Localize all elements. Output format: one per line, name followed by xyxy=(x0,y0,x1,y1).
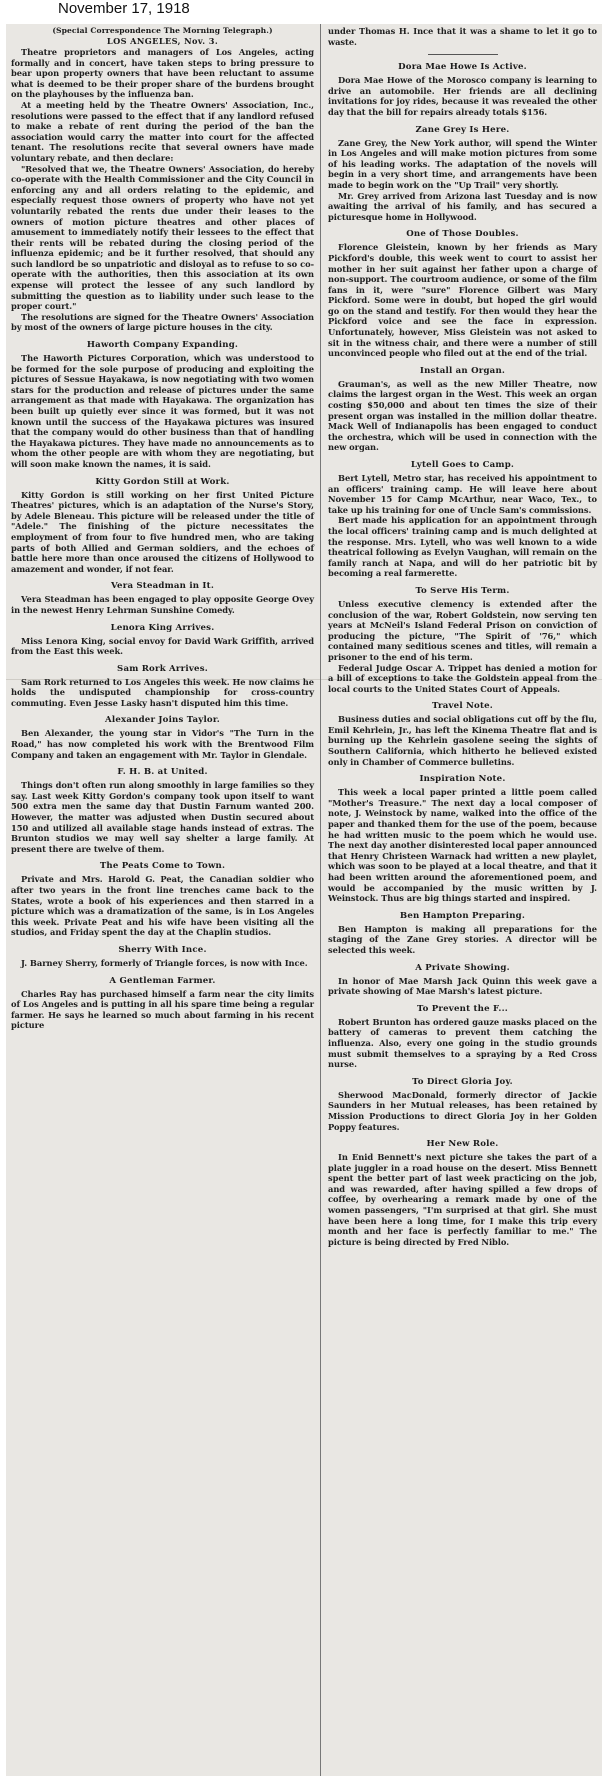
story-headline: F. H. B. at United. xyxy=(117,767,208,778)
story-paragraph: Federal Judge Oscar A. Trippet has denied a motion for a bill of exceptions to take the Goldstein appeal from the local courts to the United States Court of Appeals. xyxy=(328,662,597,694)
story-paragraph: Grauman's, as well as the new Miller Theatre, now claims the largest organ in the West. This week an organ costing $50,000 and about ten times the size of their present organ was installed in the million dollar theatre. Mack Well of Indianapolis has been engaged to conduct the orchestra, which will be used in connection with the new organ. xyxy=(328,378,597,453)
story-headline: Travel Note. xyxy=(432,701,493,712)
right-column xyxy=(323,24,602,1776)
correspondence-credit: (Special Correspondence The Morning Telegraph.) xyxy=(52,26,273,35)
resolution-quote: "Resolved that we, the Theatre Owners' Association, do hereby co-operate with the Health Commissioner and the City Council in enforcing any and all orders relating to the epidemic, and especially request those owners of property who have not yet voluntarily rebated the rents due under their leases to the owners of motion picture theatres and other places of amusement to immediately notify their lessees to the effect that their rents will be rebated during the closing period of the influenza epidemic; and be it further resolved, that should any such landlord be so unpatriotic and disloyal as to refuse to so co-operate with the authorities, then this association at its own expense will protect the lessee of any such landlord by submitting the question as to liability under such lease to the proper court." xyxy=(11,163,314,312)
newspaper-clipping xyxy=(6,24,602,1776)
story-paragraph: Ben Hampton is making all preparations for the staging of the Zane Grey stories. A director will be selected this week. xyxy=(328,923,597,955)
page-date-label: November 17, 1918 xyxy=(58,0,190,17)
story-paragraph: Sam Rork returned to Los Angeles this week. He now claims he holds the undisputed championship for cross-country commuting. Even Jesse Lasky hasn't disputed him this time. xyxy=(11,676,314,708)
story-paragraph: Unless executive clemency is extended after the conclusion of the war, Robert Goldstein, now serving ten years at McNeil's Island Federal Prison on conviction of producing the picture, "The Spirit of '76," which contained many seditious scenes and titles, will remain a prisoner to the end of his term. xyxy=(328,598,597,662)
story-headline: A Gentleman Farmer. xyxy=(109,975,216,986)
story-paragraph: Florence Gleistein, known by her friends as Mary Pickford's double, this week went to court to assist her mother in her suit against her father upon a charge of non-support. The courtroom audience, or some of the film fans in it, were "sure" Florence Gilbert was Mary Pickford. Some were in doubt, but hoped the girl would go on the stand and testify. For then would they hear the Pickford voice and see the face in expression. Unfortunately, however, Miss Gleistein was not asked to sit in the witness chair, and there were a number of still unconvinced people who filed out at the end of the trial. xyxy=(328,242,597,359)
story-paragraph: Ben Alexander, the young star in Vidor's "The Turn in the Road," has now completed his work with the Brentwood Film Company and taken an engagement with Mr. Taylor in Glendale. xyxy=(11,728,314,760)
story-paragraph: Sherwood MacDonald, formerly director of Jackie Saunders in her Mutual releases, has been retained by Mission Productions to direct Gloria Joy in her Golden Poppy features. xyxy=(328,1089,597,1132)
story-headline: A Private Showing. xyxy=(415,962,510,973)
story-paragraph: Miss Lenora King, social envoy for David Wark Griffith, arrived from the East this week. xyxy=(11,635,314,657)
story-paragraph: Vera Steadman has been engaged to play opposite George Ovey in the newest Henry Lehrman Sunshine Comedy. xyxy=(11,594,314,615)
story-headline: Kitty Gordon Still at Work. xyxy=(95,476,230,487)
story-headline: Haworth Company Expanding. xyxy=(86,340,239,351)
story-paragraph: Private and Mrs. Harold G. Peat, the Canadian soldier who after two years in the front line trenches came back to the States, wrote a book of his experiences and then starred in a picture which was a dramatization of the same, is in Los Angeles this week. Private Peat and his wife have been visiting all the studios, and Friday spent the day at the Chaplin studios. xyxy=(11,874,314,938)
story-paragraph: In honor of Mae Marsh Jack Quinn this week gave a private showing of Mae Marsh's latest picture. xyxy=(328,975,597,997)
story-headline: To Serve His Term. xyxy=(415,585,510,596)
story-headline: Lytell Goes to Camp. xyxy=(410,460,515,470)
story-headline: To Direct Gloria Joy. xyxy=(412,1076,513,1087)
story-paragraph: In Enid Bennett's next picture she takes the part of a plate juggler in a road house on the desert. Miss Bennett spent the better part of last week practicing on the job, and was rewarded, after having spilled a few drops of coffee, by overhearing a remark made by one of the women passengers, "I'm surprised at that girl. She must have been here a long time, for I make this trip every month and her face is perfectly familiar to me." The picture is being directed by Fred Niblo. xyxy=(328,1152,597,1247)
story-paragraph: This week a local paper printed a little poem called "Mother's Treasure." The next day a local composer of note, J. Weinstock by name, walked into the office of the paper and thanked them for the use of the poem, because he had written music to the poem which he would use. The next day another disinterested local paper announced that Henry Christeen Warnack had written a new playlet, which was soon to be played at a local theatre, and that it had been written around the aforementioned poem, and would be accompanied by the music written by J. Weinstock. Thus are big things started and inspired. xyxy=(328,787,597,904)
lead-paragraph: The resolutions are signed for the Theatre Owners' Association by most of the owners of large picture houses in the city. xyxy=(11,311,314,333)
story-divider xyxy=(428,54,498,55)
story-paragraph: Mr. Grey arrived from Arizona last Tuesday and is now awaiting the arrival of his family, and has secured a picturesque home in Hollywood. xyxy=(328,190,597,222)
lead-paragraph: At a meeting held by the Theatre Owners' Association, Inc., resolutions were passed to the effect that if any landlord refused to make a rebate of rent during the period of the ban the association would carry the matter into court for the affected tenant. The resolutions recite that several owners have made voluntary rebate, and then declare: xyxy=(11,99,314,163)
story-headline: Sam Rork Arrives. xyxy=(117,663,208,674)
story-paragraph: J. Barney Sherry, formerly of Triangle forces, is now with Ince. xyxy=(21,957,308,968)
lead-paragraph: Theatre proprietors and managers of Los Angeles, acting formally and in concert, have taken steps to bring pressure to bear upon property owners that have been reluctant to assume what is deemed to be their proper share of the burdens brought on the playhouses by the influenza ban. xyxy=(11,47,314,100)
story-headline: To Prevent the F... xyxy=(417,1003,508,1014)
story-paragraph: Charles Ray has purchased himself a farm near the city limits of Los Angeles and is putting in all his spare time being a regular farmer. He says he learned so much about farming in his recent picture xyxy=(11,988,314,1031)
story-headline: Her New Role. xyxy=(426,1139,499,1150)
story-paragraph: Bert Lytell, Metro star, has received his appointment to an officers' training camp. He will leave here about November 15 for Camp McArthur, near Waco, Tex., to take up his training for one of Uncle Sam's commissions. xyxy=(328,473,597,515)
story-headline: Install an Organ. xyxy=(419,365,506,376)
story-headline: The Peats Come to Town. xyxy=(99,861,226,872)
story-paragraph: Kitty Gordon is still working on her first United Picture Theatres' pictures, which is an adaptation of the Nurse's Story, by Adele Bleneau. This picture will be released under the title of "Adele." The finishing of the picture necessitates the employment of from four to five hundred men, who are taking parts of both Allied and German soldiers, and the echoes of battle here more than once aroused the citizens of Hollywood to amazement and wonder, if not fear. xyxy=(11,489,314,574)
story-paragraph: Zane Grey, the New York author, will spend the Winter in Los Angeles and will make motion pictures from some of his leading works. The adaptation of the novels will begin in a very short time, and arrangements have been made to begin work on the "Up Trail" very shortly. xyxy=(328,137,597,190)
story-paragraph: Robert Brunton has ordered gauze masks placed on the battery of cameras to prevent them catching the influenza. Also, every one going in the studio grounds must submit themselves to a spraying by a Red Cross nurse. xyxy=(328,1016,597,1070)
story-headline: Lenora King Arrives. xyxy=(110,622,215,633)
story-paragraph: Bert made his application for an appointment through the local officers' training camp and is much delighted at the response. Mrs. Lytell, who was well known to a wide theatrical following as Evelyn Vaughan, will remain on the family ranch at Napa, and will do her patriotic bit by becoming a real farmerette. xyxy=(328,515,597,579)
story-paragraph: The Haworth Pictures Corporation, which was understood to be formed for the sole purpose of producing and exploiting the pictures of Sessue Hayakawa, is now negotiating with two women stars for the production and release of pictures under the same arrangement as that made with Hayakawa. The organization has been built up quietly ever since it was formed, but it was not known until the success of the Hayakawa pictures was insured that the company would do other business than that of handling the Hayakawa pictures. They have made no announcements as to whom the other people are with whom they are negotiating, but will soon make known the names, it is said. xyxy=(11,353,314,469)
story-paragraph: Dora Mae Howe of the Morosco company is learning to drive an automobile. Her friends are all declining invitations for joy rides, because it was revealed the other day that the bill for repairs already totals $156. xyxy=(328,75,597,117)
story-paragraph: Things don't often run along smoothly in large families so they say. Last week Kitty Gordon's company took upon itself to want 500 extra men the same day that Dustin Farnum wanted 200. However, the matter was adjusted when Dustin secured about 150 and utilized all available stage hands instead of extras. The Brunton studios we may well say shelter a large family. At present there are twelve of them. xyxy=(11,780,314,854)
dateline: LOS ANGELES, Nov. 3. xyxy=(106,36,219,46)
story-paragraph: Business duties and social obligations cut off by the flu, Emil Kehrlein, Jr., has left the Kinema Theatre flat and is burning up the Kehrlein gasolene seeing the sights of Southern California, which hitherto he believed existed only in Chamber of Commerce bulletins. xyxy=(328,714,597,767)
story-headline: Vera Steadman in It. xyxy=(110,581,215,592)
story-headline: One of Those Doubles. xyxy=(406,229,519,240)
story-headline: Ben Hampton Preparing. xyxy=(399,910,526,921)
story-headline: Zane Grey Is Here. xyxy=(415,124,510,135)
column-rule xyxy=(320,24,321,1776)
left-column xyxy=(6,24,319,1776)
story-headline: Alexander Joins Taylor. xyxy=(105,715,220,726)
story-headline: Dora Mae Howe Is Active. xyxy=(398,62,527,73)
story-headline: Sherry With Ince. xyxy=(118,944,207,955)
carryover-text: under Thomas H. Ince that it was a shame to let it go to waste. xyxy=(328,26,597,47)
story-headline: Inspiration Note. xyxy=(419,774,506,785)
